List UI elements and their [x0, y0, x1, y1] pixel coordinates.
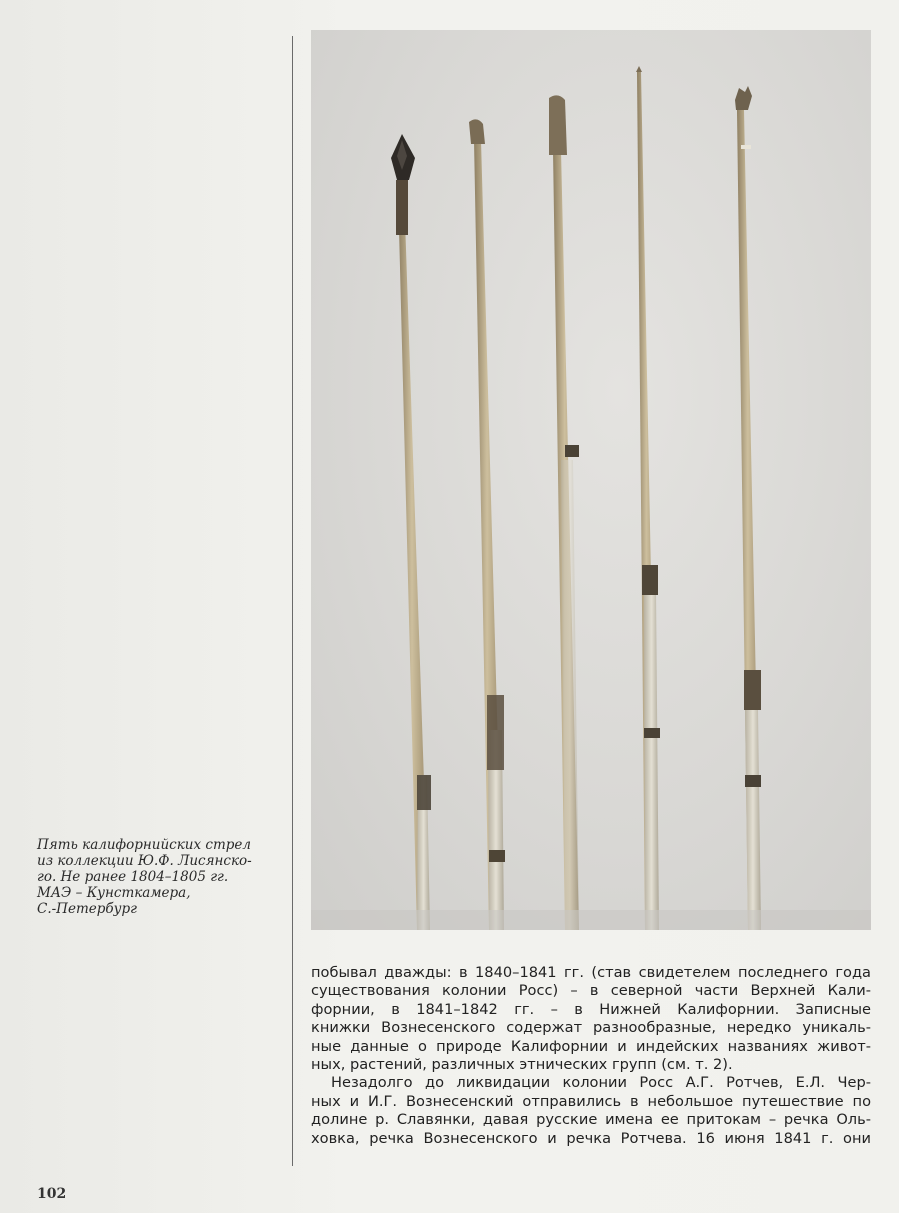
text-line: существования колонии Росс) – в северной части Верхней Кали- — [311, 982, 871, 1000]
caption-line: МАЭ – Кунсткамера, — [37, 885, 191, 901]
photo-caption — [37, 837, 273, 917]
caption-line: из коллекции Ю.Ф. Лисянско- — [37, 853, 252, 869]
caption-line: Пять калифорнийских стрел — [37, 837, 251, 853]
text-line: ных и И.Г. Вознесенский отправились в небольшое путешествие по — [311, 1092, 871, 1110]
text-line: ные данные о природе Калифорнии и индейских названиях живот- — [311, 1037, 871, 1055]
text-line: долине р. Славянки, давая русские имена ее притокам – речка Оль- — [311, 1111, 871, 1129]
page-number: 102 — [37, 1186, 67, 1202]
arrows-illustration — [311, 30, 871, 930]
column-divider — [292, 36, 293, 1166]
text-line: ных, растений, различных этнических групп (см. т. 2). — [311, 1056, 733, 1074]
text-line: форнии, в 1841–1842 гг. – в Нижней Калифорнии. Записные — [311, 1000, 871, 1018]
caption-line: С.-Петербург — [37, 901, 137, 917]
main-text — [311, 964, 871, 1148]
arrow-3 — [549, 95, 579, 930]
arrow-4 — [636, 66, 660, 930]
arrows-photograph — [311, 30, 871, 930]
arrow-5 — [735, 86, 761, 930]
arrow-1 — [391, 134, 431, 930]
text-line: ховка, речка Вознесенского и речка Ротчева. 16 июня 1841 г. они — [311, 1129, 871, 1147]
caption-line: го. Не ранее 1804–1805 гг. — [37, 869, 229, 885]
arrow-2 — [469, 119, 505, 930]
text-line: Незадолго до ликвидации колонии Росс А.Г. Ротчев, Е.Л. Чер- — [331, 1074, 871, 1092]
text-line: побывал дважды: в 1840–1841 гг. (став свидетелем последнего года — [311, 964, 871, 981]
text-line: книжки Вознесенского содержат разнообразные, нередко уникаль- — [311, 1019, 871, 1037]
